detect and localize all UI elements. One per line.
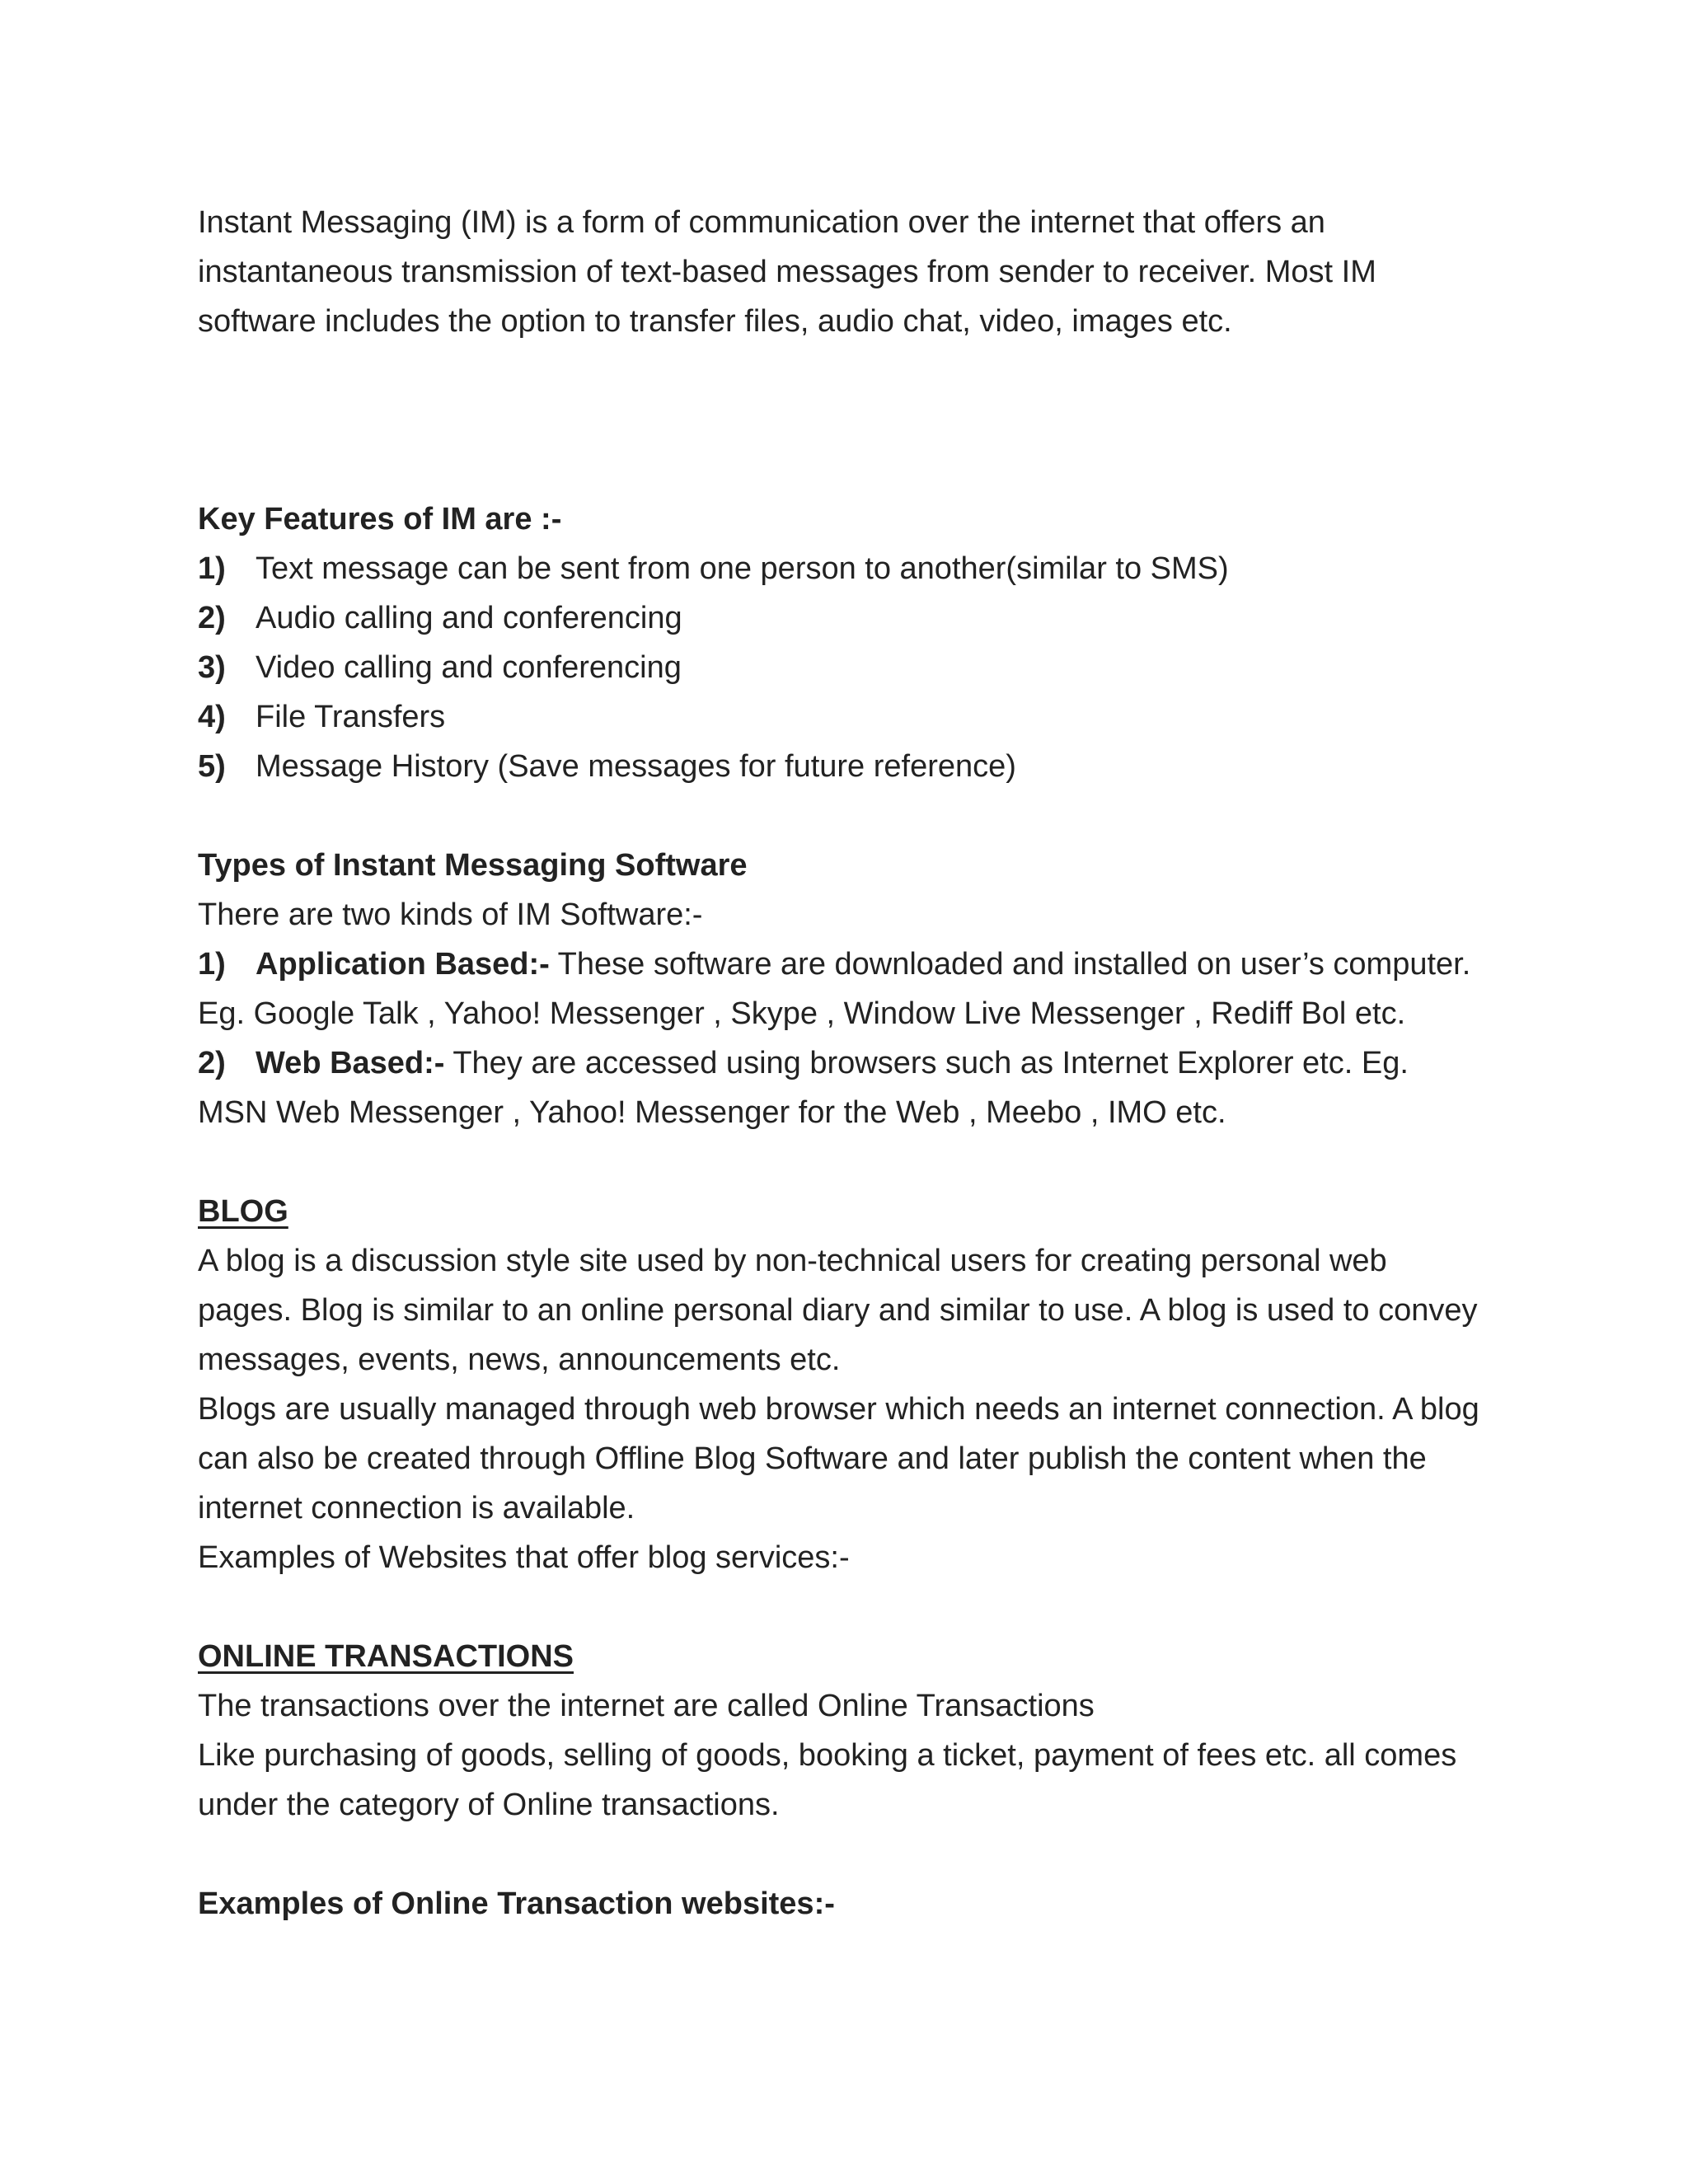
list-number: 1): [198, 551, 226, 586]
list-text: Text message can be sent from one person to another(similar to SMS): [256, 551, 1229, 586]
list-item: [198, 544, 1484, 593]
spacer: [198, 1830, 1484, 1879]
types-intro: There are two kinds of IM Software:-: [198, 898, 703, 932]
list-number: 1): [198, 947, 226, 982]
examples-heading: Examples of Online Transaction websites:-: [198, 1886, 835, 1921]
list-text: File Transfers: [256, 700, 446, 734]
list-text: Message History (Save messages for future reference): [256, 749, 1016, 784]
spacer: [198, 1582, 1484, 1632]
list-item: [198, 742, 1484, 791]
list-number: 5): [198, 749, 226, 784]
list-number: 4): [198, 700, 226, 734]
type-description: They are accessed using browsers such as Internet Explorer etc. Eg. MSN Web Messenger , Yahoo! Messenger for the Web , Meebo , IMO etc.: [198, 1046, 1409, 1130]
online-paragraph-1: The transactions over the internet are called Online Transactions: [198, 1689, 1095, 1723]
online-paragraph-2: Like purchasing of goods, selling of goods, booking a ticket, payment of fees etc. all comes under the category of Online transactions.: [198, 1738, 1457, 1822]
list-number: 3): [198, 650, 226, 685]
spacer: [198, 791, 1484, 841]
type-item-application: [198, 940, 1484, 1038]
list-item: [198, 593, 1484, 643]
type-item-web: [198, 1038, 1484, 1137]
blog-paragraph-1: A blog is a discussion style site used by non-technical users for creating personal web pages. Blog is similar to an online personal diary and similar to use. A blog is used to convey messages, events, news, announcements etc.: [198, 1244, 1478, 1377]
online-transactions-heading: ONLINE TRANSACTIONS: [198, 1639, 574, 1674]
spacer: [198, 1137, 1484, 1187]
types-heading: Types of Instant Messaging Software: [198, 848, 748, 883]
list-number: 2): [198, 601, 226, 635]
list-text: Video calling and conferencing: [256, 650, 682, 685]
intro-paragraph: Instant Messaging (IM) is a form of communication over the internet that offers an instantaneous transmission of text-based messages from sender to receiver. Most IM software includes the option to transfer files, audio chat, video, images etc.: [198, 205, 1376, 339]
blog-paragraph-2: Blogs are usually managed through web browser which needs an internet connection. A blog can also be created through Offline Blog Software and later publish the content when the internet connection is available.: [198, 1392, 1479, 1526]
document-page: [198, 198, 1484, 1929]
features-heading: Key Features of IM are :-: [198, 502, 562, 537]
blog-paragraph-3: Examples of Websites that offer blog services:-: [198, 1540, 850, 1575]
list-item: [198, 643, 1484, 692]
list-text: Audio calling and conferencing: [256, 601, 682, 635]
list-item: [198, 692, 1484, 742]
list-number: 2): [198, 1046, 226, 1080]
blog-heading: BLOG: [198, 1194, 288, 1229]
type-label: Application Based:-: [256, 947, 550, 982]
type-description: These software are downloaded and installed on user’s computer. Eg. Google Talk , Yahoo! Messenger , Skype , Window Live Messenger , Rediff Bol etc.: [198, 947, 1471, 1031]
type-label: Web Based:-: [256, 1046, 445, 1080]
